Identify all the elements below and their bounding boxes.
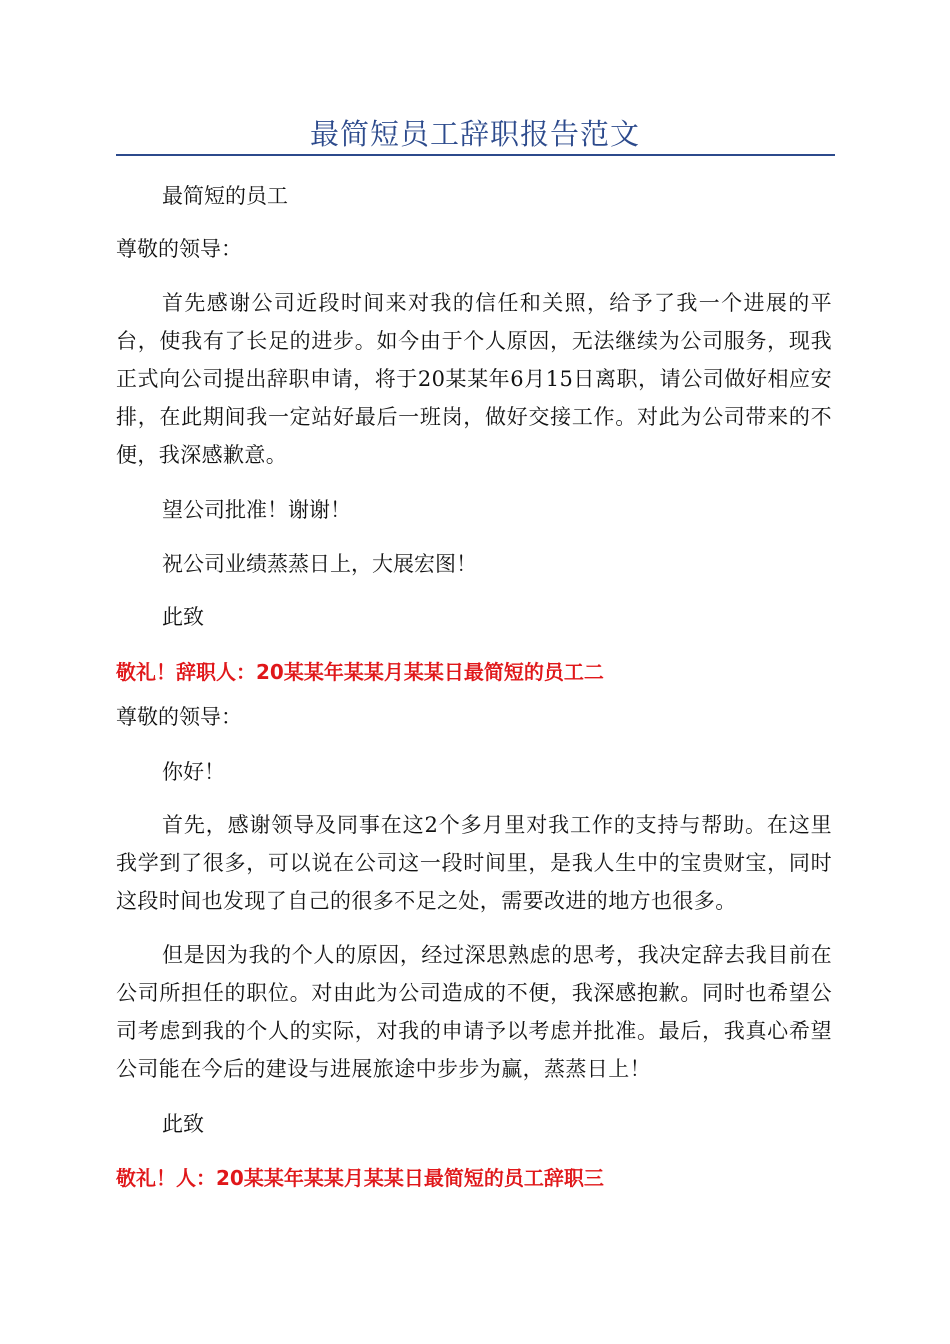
letter2-salutation: 尊敬的领导： xyxy=(116,705,242,729)
letter2-body2: 但是因为我的个人的原因，经过深思熟虑的思考，我决定辞去我目前在公司所担任的职位。对由此为公司造成的不便，我深感抱歉。同时也希望公司考虑到我的个人的实际，对我的申请予以考虑并批准。最后，我真心希望公司能在今后的建设与进展旅途中步步为赢，蒸蒸日上！ xyxy=(116,943,832,1081)
letter2-closing: 此致 xyxy=(162,1112,204,1136)
letter1-subtitle: 最简短的员工 xyxy=(162,184,288,208)
letter1-body: 首先感谢公司近段时间来对我的信任和关照，给予了我一个进展的平台，使我有了长足的进步。如今由于个人原因，无法继续为公司服务，现我正式向公司提出辞职申请，将于20某某年6月15日离职，请公司做好相应安排，在此期间我一定站好最后一班岗，做好交接工作。对此为公司带来的不便，我深感歉意。 xyxy=(116,291,832,467)
section-heading-2: 敬礼！辞职人：20某某年某某月某某日最简短的员工二 xyxy=(116,660,604,684)
letter1-request: 望公司批准！谢谢！ xyxy=(162,498,351,522)
letter1-salutation: 尊敬的领导： xyxy=(116,237,242,261)
document-title: 最简短员工辞职报告范文 xyxy=(309,117,640,151)
letter1-wish: 祝公司业绩蒸蒸日上，大展宏图！ xyxy=(162,552,477,576)
section-heading-3: 敬礼！人：20某某年某某月某某日最简短的员工辞职三 xyxy=(116,1166,604,1190)
letter2-body1: 首先，感谢领导及同事在这2个多月里对我工作的支持与帮助。在这里我学到了很多，可以说在公司这一段时间里，是我人生中的宝贵财宝，同时这段时间也发现了自己的很多不足之处，需要改进的地方也很多。 xyxy=(116,813,832,913)
letter2-greeting: 你好！ xyxy=(162,760,225,784)
letter1-closing: 此致 xyxy=(162,605,204,629)
title-underline xyxy=(116,154,835,156)
